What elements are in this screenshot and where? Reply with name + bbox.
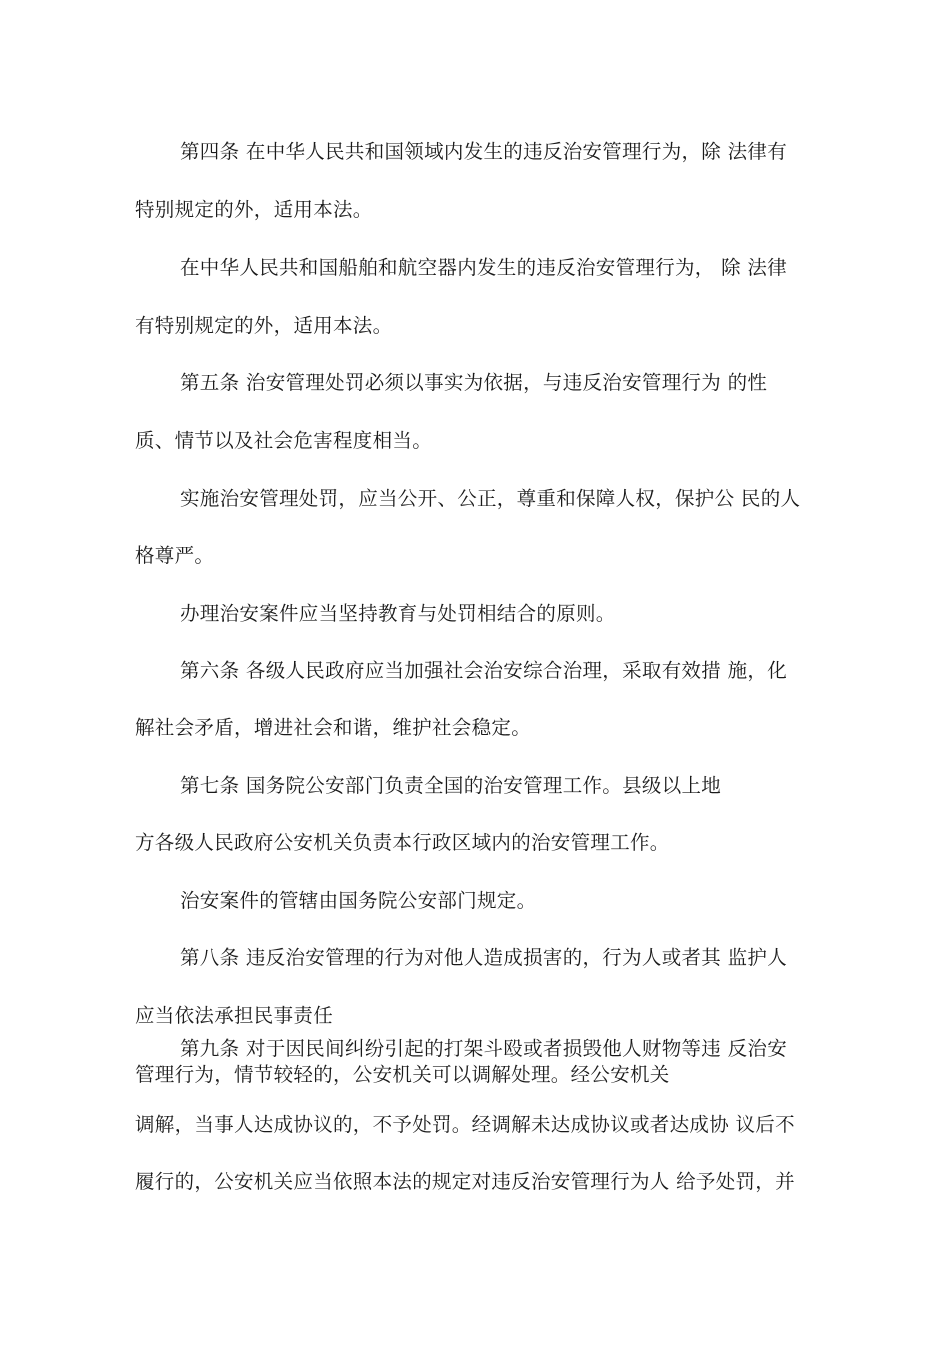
text-line: 办理治安案件应当坚持教育与处罚相结合的原则。	[180, 602, 616, 625]
text-line: 第九条 对于因民间纠纷引起的打架斗殴或者损毁他人财物等违 反治安	[180, 1037, 787, 1060]
text-line: 格尊严。	[135, 544, 215, 567]
text-line: 方各级人民政府公安机关负责本行政区域内的治安管理工作。	[135, 831, 670, 854]
text-line: 第八条 违反治安管理的行为对他人造成损害的，行为人或者其 监护人	[180, 946, 787, 969]
text-line: 管理行为，情节较轻的，公安机关可以调解处理。经公安机关	[135, 1063, 670, 1086]
text-line: 调解，当事人达成协议的，不予处罚。经调解未达成协议或者达成协 议后不	[135, 1113, 795, 1136]
text-line: 履行的，公安机关应当依照本法的规定对违反治安管理行为人 给予处罚，并	[135, 1170, 795, 1193]
text-line: 实施治安管理处罚，应当公开、公正，尊重和保障人权，保护公 民的人	[180, 487, 801, 510]
text-line: 第五条 治安管理处罚必须以事实为依据，与违反治安管理行为 的性	[180, 371, 768, 394]
text-line: 第六条 各级人民政府应当加强社会治安综合治理，采取有效措 施，化	[180, 659, 787, 682]
text-line: 在中华人民共和国船舶和航空器内发生的违反治安管理行为， 除 法律	[180, 256, 787, 279]
text-line: 特别规定的外，适用本法。	[135, 198, 373, 221]
text-line: 第四条 在中华人民共和国领域内发生的违反治安管理行为，除 法律有	[180, 140, 787, 163]
text-line: 解社会矛盾，增进社会和谐，维护社会稳定。	[135, 716, 532, 739]
text-line: 治安案件的管辖由国务院公安部门规定。	[180, 889, 537, 912]
text-line: 有特别规定的外，适用本法。	[135, 314, 393, 337]
text-line: 质、情节以及社会危害程度相当。	[135, 429, 433, 452]
text-line: 应当依法承担民事责任	[135, 1004, 334, 1027]
text-line: 第七条 国务院公安部门负责全国的治安管理工作。县级以上地	[180, 774, 722, 797]
